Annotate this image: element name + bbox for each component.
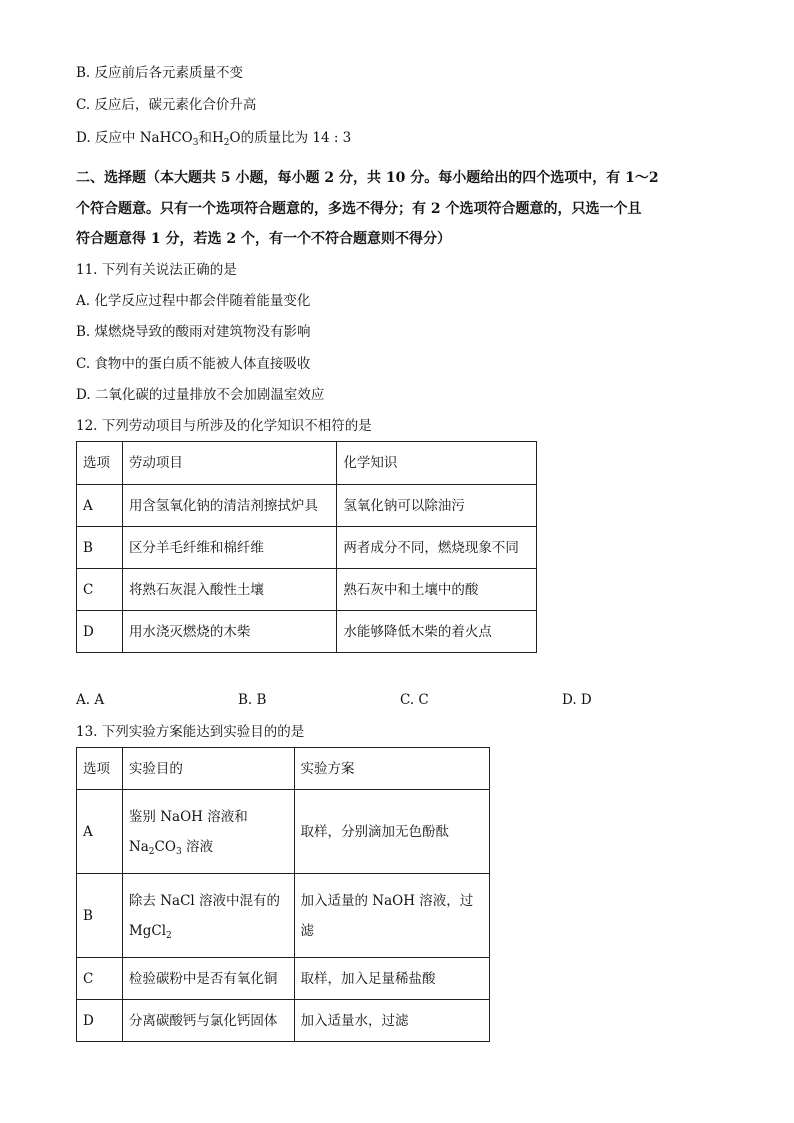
table-header-cell: 选项 (77, 442, 123, 485)
q12-option-c: C. C (400, 692, 429, 708)
table-header-row (77, 748, 490, 790)
text-part: Na (128, 838, 149, 855)
table-cell: 区分羊毛纤维和棉纤维 (122, 527, 336, 569)
subscript: 2 (148, 846, 155, 857)
table-cell: 加入适量水，过滤 (294, 1000, 489, 1042)
plan-line: 滤 (300, 922, 315, 939)
text-part: MgCl (128, 922, 167, 939)
table-row (77, 611, 537, 653)
text-part: D. 反应中 NaHCO (76, 130, 193, 146)
table-cell: 将熟石灰混入酸性土壤 (122, 569, 336, 611)
table-row (77, 958, 490, 1000)
table-cell: 水能够降低木柴的着火点 (337, 611, 537, 653)
table-cell: 氢氧化钠可以除油污 (337, 485, 537, 527)
table-cell: 用水浇灭燃烧的木柴 (122, 611, 336, 653)
text-part: CO (154, 838, 176, 855)
table-header-cell: 化学知识 (337, 442, 537, 485)
text-part: 和H (198, 130, 224, 146)
table-row (77, 874, 490, 958)
subscript: 3 (175, 846, 182, 857)
section-heading-line2: 个符合题意。只有一个选项符合题意的，多选不得分；有 2 个选项符合题意的，只选一个且 (76, 201, 642, 217)
table-cell: C (77, 569, 123, 611)
table-row (77, 1000, 490, 1042)
table-header-cell: 实验方案 (294, 748, 489, 790)
q12-option-a: A. A (76, 692, 105, 708)
table-cell (122, 790, 294, 874)
table-cell: B (77, 527, 123, 569)
q12-stem: 12. 下列劳动项目与所涉及的化学知识不相符的是 (76, 418, 372, 434)
q10-option-b: B. 反应前后各元素质量不变 (76, 65, 244, 81)
table-header-cell: 劳动项目 (122, 442, 336, 485)
section-heading-line1: 二、选择题（本大题共 5 小题，每小题 2 分，共 10 分。每小题给出的四个选项中，有 1～2 (76, 170, 659, 186)
q12-option-d: D. D (562, 692, 592, 708)
q10-option-c: C. 反应后，碳元素化合价升高 (76, 97, 257, 113)
subscript: 2 (223, 138, 230, 148)
purpose-formula (129, 837, 288, 857)
table-header-row (77, 442, 537, 485)
q11-option-a: A. 化学反应过程中都会伴随着能量变化 (76, 293, 311, 309)
table-cell: 分离碳酸钙与氯化钙固体 (122, 1000, 294, 1042)
table-cell: A (77, 790, 123, 874)
table-cell: A (77, 485, 123, 527)
text-part: 溶液 (181, 838, 213, 855)
q11-option-d: D. 二氧化碳的过量排放不会加剧温室效应 (76, 387, 325, 403)
table-cell: 取样，分别滴加无色酚酞 (294, 790, 489, 874)
subscript: 2 (166, 930, 172, 941)
subscript: 3 (192, 138, 199, 148)
purpose-line: 除去 NaCl 溶液中混有的 (128, 892, 281, 909)
table-row (77, 527, 537, 569)
table-cell (294, 874, 489, 958)
q10-option-d (76, 128, 351, 148)
table-cell: D (77, 1000, 123, 1042)
section-heading-line3: 符合题意得 1 分，若选 2 个，有一个不符合题意则不得分） (76, 231, 451, 247)
q13-table (76, 747, 490, 1042)
q12-table (76, 441, 537, 653)
table-cell (122, 874, 294, 958)
table-header-cell: 选项 (77, 748, 123, 790)
text-part: O的质量比为 14 : 3 (229, 130, 352, 146)
table-cell: D (77, 611, 123, 653)
table-cell: 用含氢氧化钠的清洁剂擦拭炉具 (122, 485, 336, 527)
table-cell: 两者成分不同，燃烧现象不同 (337, 527, 537, 569)
table-row (77, 569, 537, 611)
table-row (77, 790, 490, 874)
q11-option-b: B. 煤燃烧导致的酸雨对建筑物没有影响 (76, 324, 311, 340)
purpose-formula (129, 921, 288, 941)
q12-option-b: B. B (238, 692, 267, 708)
table-cell: B (77, 874, 123, 958)
table-header-cell: 实验目的 (122, 748, 294, 790)
table-cell: 熟石灰中和土壤中的酸 (337, 569, 537, 611)
plan-line: 加入适量的 NaOH 溶液，过 (300, 892, 474, 909)
table-row (77, 485, 537, 527)
q13-stem: 13. 下列实验方案能达到实验目的的是 (76, 724, 305, 740)
table-cell: 取样，加入足量稀盐酸 (294, 958, 489, 1000)
table-cell: 检验碳粉中是否有氧化铜 (122, 958, 294, 1000)
q11-option-c: C. 食物中的蛋白质不能被人体直接吸收 (76, 356, 311, 372)
q11-stem: 11. 下列有关说法正确的是 (76, 262, 237, 278)
purpose-line: 鉴别 NaOH 溶液和 (128, 808, 248, 825)
table-cell: C (77, 958, 123, 1000)
